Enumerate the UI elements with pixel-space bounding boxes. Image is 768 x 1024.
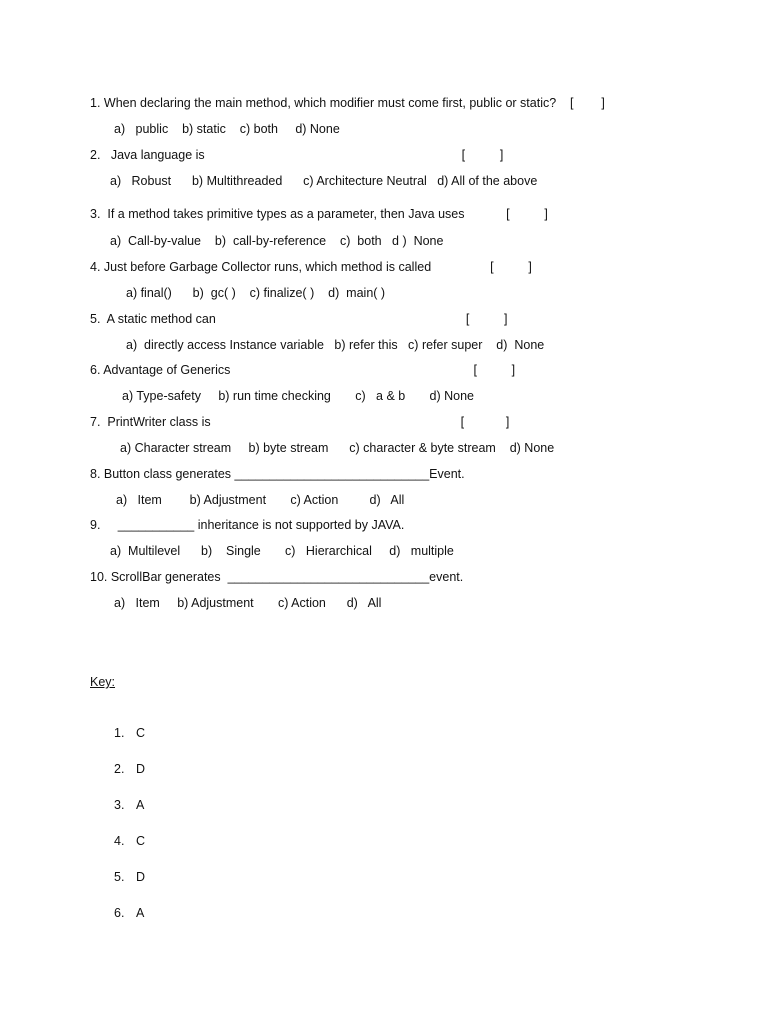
- question-1-text: 1. When declaring the main method, which modifier must come first, public or static? [ ]: [90, 96, 605, 110]
- question-3-options: a) Call-by-value b) call-by-reference c) both d ) None: [110, 234, 444, 248]
- question-10-options: a) Item b) Adjustment c) Action d) All: [114, 596, 382, 610]
- question-2-text: 2. Java language is [ ]: [90, 148, 504, 162]
- key-item-1-answer: C: [136, 726, 146, 740]
- question-5-options: a) directly access Instance variable b) refer this c) refer super d) None: [126, 338, 545, 352]
- question-7-text: 7. PrintWriter class is [ ]: [90, 415, 510, 429]
- question-4-text: 4. Just before Garbage Collector runs, which method is called [ ]: [90, 260, 532, 274]
- key-item-3-number: 3.: [114, 798, 125, 812]
- question-7-options: a) Character stream b) byte stream c) character & byte stream d) None: [120, 441, 555, 455]
- key-item-5-answer: D: [136, 870, 146, 884]
- key-item-5-number: 5.: [114, 870, 125, 884]
- key-item-2-number: 2.: [114, 762, 125, 776]
- question-2-options: a) Robust b) Multithreaded c) Architecture Neutral d) All of the above: [110, 174, 538, 188]
- key-item-2-answer: D: [136, 762, 146, 776]
- question-9-text: 9. ___________ inheritance is not supported by JAVA.: [90, 518, 405, 532]
- question-8-text: 8. Button class generates ____________________________Event.: [90, 467, 465, 481]
- question-6-text: 6. Advantage of Generics [ ]: [90, 363, 516, 377]
- question-10-text: 10. ScrollBar generates _____________________________event.: [90, 570, 464, 584]
- question-3-text: 3. If a method takes primitive types as a parameter, then Java uses [ ]: [90, 207, 548, 221]
- question-4-options: a) final() b) gc( ) c) finalize( ) d) main( ): [126, 286, 386, 300]
- question-6-options: a) Type-safety b) run time checking c) a & b d) None: [122, 389, 474, 403]
- key-item-6-number: 6.: [114, 906, 125, 920]
- key-item-6-answer: A: [136, 906, 145, 920]
- question-8-options: a) Item b) Adjustment c) Action d) All: [116, 493, 405, 507]
- question-1-options: a) public b) static c) both d) None: [114, 122, 340, 136]
- question-5-text: 5. A static method can [ ]: [90, 312, 508, 326]
- key-item-4-answer: C: [136, 834, 146, 848]
- key-item-3-answer: A: [136, 798, 145, 812]
- key-heading: Key:: [90, 675, 116, 689]
- question-9-options: a) Multilevel b) Single c) Hierarchical d) multiple: [110, 544, 454, 558]
- key-item-4-number: 4.: [114, 834, 125, 848]
- key-item-1-number: 1.: [114, 726, 125, 740]
